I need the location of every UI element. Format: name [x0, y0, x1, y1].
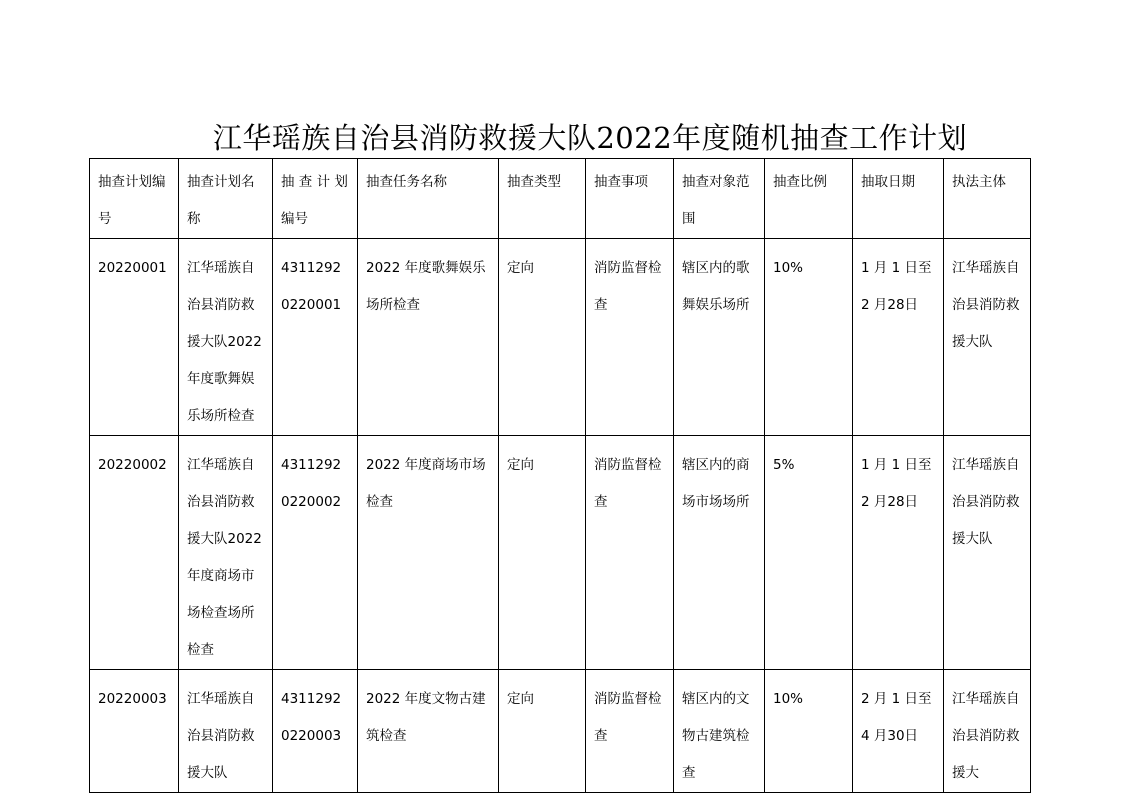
- cell-plan-code: 43112920220001: [273, 239, 358, 436]
- cell-task-name: 2022 年度歌舞娱乐场所检查: [358, 239, 499, 436]
- table-row: [90, 436, 1031, 670]
- cell-plan-name: 江华瑶族自治县消防救援大队2022 年度商场市场检查场所检查: [179, 436, 273, 670]
- header-plan-id: 抽查计划编号: [90, 159, 179, 239]
- table-row: [90, 670, 1031, 793]
- cell-date: 1 月 1 日至 2 月28日: [853, 436, 944, 670]
- cell-date: 1 月 1 日至 2 月28日: [853, 239, 944, 436]
- header-plan-code: 抽 查 计 划编号: [273, 159, 358, 239]
- cell-plan-id: 20220003: [90, 670, 179, 793]
- cell-plan-id: 20220001: [90, 239, 179, 436]
- header-type: 抽查类型: [499, 159, 586, 239]
- cell-plan-code: 43112920220003: [273, 670, 358, 793]
- cell-ratio: 10%: [765, 239, 853, 436]
- table-row: [90, 239, 1031, 436]
- header-scope: 抽查对象范围: [674, 159, 765, 239]
- cell-scope: 辖区内的文物古建筑检查: [674, 670, 765, 793]
- cell-item: 消防监督检查: [586, 670, 674, 793]
- cell-task-name: 2022 年度商场市场检查: [358, 436, 499, 670]
- cell-plan-code: 43112920220002: [273, 436, 358, 670]
- cell-item: 消防监督检查: [586, 436, 674, 670]
- cell-task-name: 2022 年度文物古建筑检查: [358, 670, 499, 793]
- document-title: 江华瑶族自治县消防救援大队2022年度随机抽查工作计划: [212, 121, 968, 155]
- cell-plan-id: 20220002: [90, 436, 179, 670]
- table-header-row: [90, 159, 1031, 239]
- header-date: 抽取日期: [853, 159, 944, 239]
- cell-item: 消防监督检查: [586, 239, 674, 436]
- cell-date: 2 月 1 日至 4 月30日: [853, 670, 944, 793]
- cell-plan-name: 江华瑶族自治县消防救援大队2022 年度歌舞娱乐场所检查: [179, 239, 273, 436]
- cell-plan-name: 江华瑶族自治县消防救援大队: [179, 670, 273, 793]
- header-plan-name: 抽查计划名称: [179, 159, 273, 239]
- cell-type: 定向: [499, 436, 586, 670]
- inspection-plan-table: [89, 158, 1031, 793]
- header-ratio: 抽查比例: [765, 159, 853, 239]
- header-item: 抽查事项: [586, 159, 674, 239]
- cell-authority: 江华瑶族自治县消防救援大队: [944, 239, 1031, 436]
- cell-authority: 江华瑶族自治县消防救援大: [944, 670, 1031, 793]
- cell-scope: 辖区内的商场市场场所: [674, 436, 765, 670]
- cell-ratio: 5%: [765, 436, 853, 670]
- cell-authority: 江华瑶族自治县消防救援大队: [944, 436, 1031, 670]
- cell-ratio: 10%: [765, 670, 853, 793]
- cell-type: 定向: [499, 239, 586, 436]
- header-task-name: 抽查任务名称: [358, 159, 499, 239]
- cell-scope: 辖区内的歌舞娱乐场所: [674, 239, 765, 436]
- header-authority: 执法主体: [944, 159, 1031, 239]
- cell-type: 定向: [499, 670, 586, 793]
